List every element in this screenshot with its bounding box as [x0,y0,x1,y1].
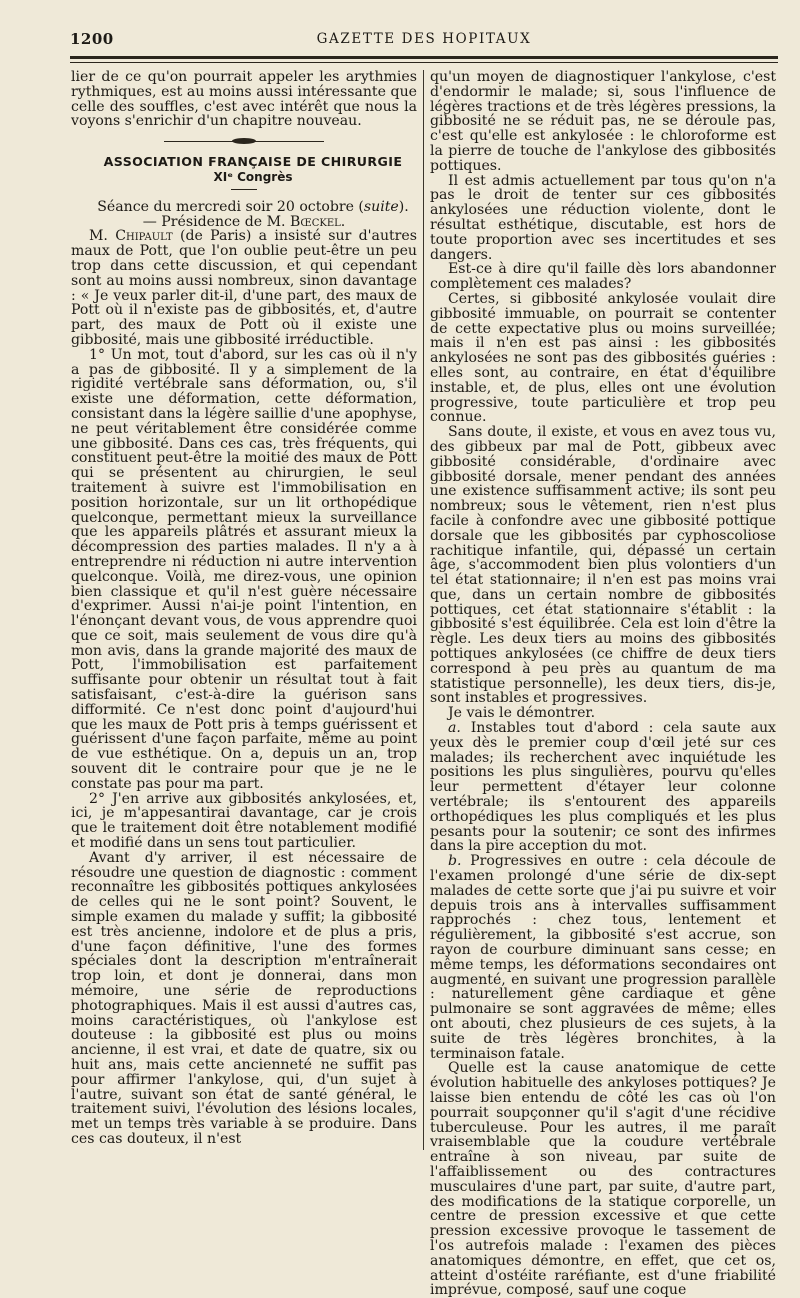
paragraph-continuation: qu'un moyen de diagnostiquer l'ankylose, c'est d'endormir le malade; si, sous l'influence de légères tractions et de très légères pressions, la gibbosité ne se réduit pas, ne se déroule pas, c'est qu'elle est ankylosée : le chloroforme est la pierre de touche de l'ankylose des gibbosités pottiques. [430,69,776,174]
paragraph: Sans doute, il existe, et vous en avez tous vu, des gibbeux par mal de Pott, gibbeux avec gibbosité considérable, d'ordinaire avec gibbosité dorsale, mener pendant des années une existence suffisamment active; ils sont peu nombreux; sous le vêtement, rien n'est plus facile à confondre avec une gibbosité pottique dorsale que les gibbosités par cyphoscoliose rachitique infantile, qui, dépassé un certain âge, s'accommodent bien plus volontiers d'un tel état stationnaire; il n'en est pas moins vrai que, dans un certain nombre de gibbosités pottiques, cet état stationnaire s'établit : la gibbosité s'est équilibrée. Cela est loin d'être la règle. Les deux tiers au moins des gibbosités pottiques ankylosées (ce chiffre de deux tiers correspond à peu près au quantum de ma statistique personnelle), les deux tiers, dis-je, sont instables et progressives. [430,424,776,707]
paragraph: Je vais le démontrer. [448,705,596,722]
paragraph: Il est admis actuellement par tous qu'on n'a pas le droit de tenter sur ces gibbosités ankylosées une réduction violente, dont le résultat esthétique, discutable, est hors de toute proportion avec ses incertitudes et ses dangers. [430,172,776,263]
paragraph: Certes, si gibbosité ankylosée voulait dire gibbosité immuable, on pourrait se contenter de cette expectative plus ou moins surveillée; mais il n'en est pas ainsi : les gibbosités ankylosées ne sont pas des gibbosités guéries : elles sont, au contraire, en état d'équilibre instable, et, de plus, elles ont une évolution progressive, toute particulière et trop peu connue. [430,290,776,426]
congress-title: XIᵉ Congrès [213,169,293,184]
paragraph [71,229,417,347]
paragraph: Avant d'y arriver, il est nécessaire de résoudre une question de diagnostic : comment reconnaître les gibbosités pottiques ankylosées de celles qui ne le sont point? Souvent, le simple examen du malade y suffit; la gibbosité est très ancienne, indolore et de plus a pris, d'une façon définitive, l'une des formes spéciales dont la description m'entraînerait trop loin, et dont je donnerai, dans mon mémoire, une série de reproductions photographiques. Mais il est aussi d'autres cas, moins caractéristiques, où l'ankylose est douteuse : la gibbosité est plus ou moins ancienne, il est vrai, et date de quatre, six ou huit ans, mais cette ancienneté ne suffit pas pour affirmer l'ankylose, qui, d'un sujet à l'autre, suivant son état de santé général, le traitement suivi, l'évolution des lésions locales, met un temps très variable à se produire. Dans ces cas douteux, il n'est [71,849,417,1147]
page-number: 1200 [70,30,114,48]
paragraph [430,721,776,854]
section-title: ASSOCIATION FRANÇAISE DE CHIRURGIE [103,154,403,170]
paragraph-continuation: lier de ce qu'on pourrait appeler les arythmies rythmiques, est au moins aussi intéressante que celle des souffles, c'est avec intérêt que nous la voyons s'enrichir d'un chapitre nouveau. [71,69,417,130]
list-label: a. [448,720,461,737]
paragraph-text: Instables tout d'abord : cela saute aux yeux dès le premier coup d'œil jeté sur ces malades; ils recherchent avec inquiétude les positions les plus singulières, pourvu qu'elles leur permettent d'étayer leur colonne vertébrale; ils s'entourent des appareils orthopédiques les plus compliqués et les plus pesants pour la soutenir; ce sont des infirmes dans la pire acception du mot. [430,720,776,855]
speaker-name: M. Chipault [89,228,173,245]
paragraph: Est-ce à dire qu'il faille dès lors abandonner complètement ces malades? [430,261,776,293]
session-text-b: ). — Présidence de M. [142,198,409,230]
paragraph [430,854,776,1061]
header-rule-thick [70,56,778,59]
paragraph-text: (de Paris) a insisté sur d'autres maux de Pott, que l'on oublie peut-être un peu trop dans cette discussion, et qui cependant sont au moins aussi nombreux, sinon davantage : « Je veux parler dit-il, d'une part, des maux de Pott où il n'existe pas de gibbosités, et, d'autre part, des maux de Pott où il existe une gibbosité, mais une gibbosité irréductible. [71,228,417,348]
paragraph-text: Progressives en outre : cela découle de l'examen prolongé d'une série de dix-sept malades de cette sorte que j'ai pu suivre et voir depuis trois ans à intervalles suffisamment rapprochés : chez tous, lentement et régulièrement, la gibbosité s'est accrue, son rayon de courbure diminuant sans cesse; en même temps, les déformations secondaires ont augmenté, en suivant une progression parallèle : naturellement gêne cardiaque et gêne pulmonaire se sont aggravées de même; elles ont abouti, chez plusieurs de ces sujets, à la suite de très légères bronchites, à la terminaison fatale. [430,853,776,1062]
journal-title: GAZETTE DES HOPITAUX [316,31,532,47]
session-line: Séance du mercredi soir 20 octobre (suite). — Présidence de M. Bœckel. [97,198,409,230]
session-text-a: Séance du mercredi soir 20 octobre ( [97,198,364,215]
left-column [71,70,417,1147]
section-separator-ornament [164,137,324,145]
paragraph: 1° Un mot, tout d'abord, sur les cas où il n'y a pas de gibbosité. Il y a simplement de la rigidité vertébrale sans déformation, ou, s'il existe une déformation, cette déformation, consistant dans la légère saillie d'une apophyse, ne peut véritablement être considérée comme une gibbosité. Dans ces cas, très fréquents, qui constituent peut-être la moitié des maux de Pott qui se présentent au chirurgien, le seul traitement à suivre est l'immobilisation en position horizontale, sur un lit orthopédique quelconque, permettant mieux la surveillance que les appareils plâtrés et assurant mieux la décompression des parties malades. Il n'y a à entreprendre ni réduction ni autre intervention quelconque. Voilà, me direz-vous, une opinion bien classique et qu'il n'est guère nécessaire d'exprimer. Aussi n'ai-je point l'intention, en l'énonçant devant vous, de vous apprendre quoi que ce soit, mais seulement de vous dire qu'à mon avis, dans la grande majorité des maux de Pott, l'immobilisation est parfaitement suffisante pour obtenir un résultat tout à fait satisfaisant, c'est-à-dire la guérison sans difformité. Ce n'est donc point d'aujourd'hui que les maux de Pott pris à temps guérissent et guérissent d'une façon parfaite, même au point de vue esthétique. On a, depuis un an, trop souvent dit le contraire pour que je ne le constate pas pour ma part. [71,346,417,792]
page-header [70,30,778,54]
paragraph: Quelle est la cause anatomique de cette évolution habituelle des ankyloses pottiques? Je laisse bien entendu de côté les cas où l'on pourrait soupçonner qu'il s'agit d'une récidive tuberculeuse. Pour les autres, il me paraît vraisemblable que la coudure vertébrale entraîne à son niveau, par suite de l'affaiblissement ou des contractures musculaires d'une part, par suite, d'autre part, des modifications de la statique corporelle, un centre de pression excessive et que cette pression excessive provoque le tassement de l'os autrefois malade : l'examen des pièces anatomiques démontre, en effet, que cet os, atteint d'ostéite raréfiante, est d'une friabilité imprévue, composé, sauf une coque [430,1060,776,1298]
session-text-italic: suite [363,198,399,215]
header-rule-thin [70,62,778,63]
right-column [430,70,776,1298]
short-rule [231,189,257,190]
paragraph: 2° J'en arrive aux gibbosités ankylosées, et, ici, je m'appesantirai davantage, car je crois que le traitement doit être notablement modifié et modifié dans un sens tout particulier. [71,790,417,852]
list-label: b. [448,853,462,870]
column-divider [423,70,424,1150]
session-president: Bœckel [290,213,341,230]
